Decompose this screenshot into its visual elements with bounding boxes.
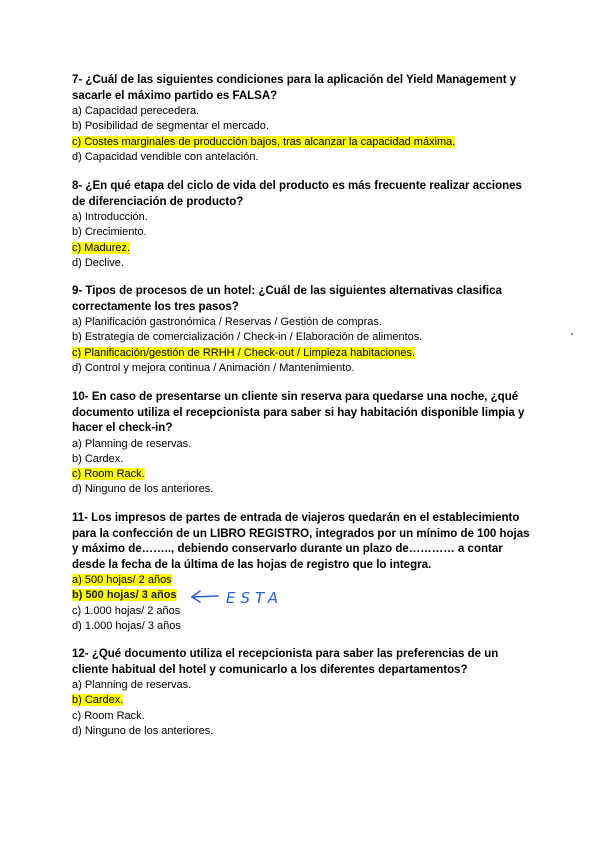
question-title: 10- En caso de presentarse un cliente sin reserva para quedarse una noche, ¿qué documento utiliza el recepcionista para saber si hay habitación disponible limpia y hacer el check-in? — [72, 391, 525, 434]
option-c — [72, 467, 532, 482]
arrow-left-icon — [192, 591, 218, 602]
highlighted-answer: c) Madurez. — [72, 241, 131, 254]
option-d: d) Ninguno de los anteriores. — [72, 724, 214, 737]
option-c — [72, 135, 532, 150]
annotation-text: ESTA — [226, 589, 284, 607]
question-title: 8- ¿En qué etapa del ciclo de vida del producto es más frecuente realizar acciones de diferenciación de producto? — [72, 180, 522, 208]
highlighted-answer: c) Costes marginales de producción bajos, tras alcanzar la capacidad máxima. — [72, 135, 456, 148]
question-title: 9- Tipos de procesos de un hotel: ¿Cuál de las siguientes alternativas clasifica correctamente los tres pasos? — [72, 285, 502, 313]
question-8 — [72, 179, 532, 271]
option-a: a) Planning de reservas. — [72, 679, 192, 691]
option-d: d) Ninguno de los anteriores. — [72, 483, 214, 496]
question-10 — [72, 390, 532, 498]
option-b: b) Crecimiento. — [72, 226, 147, 239]
option-a: a) Planificación gastronómica / Reservas / Gestión de compras. — [72, 316, 382, 328]
question-12 — [72, 647, 532, 739]
option-b: b) Cardex. — [72, 452, 124, 465]
highlighted-answer: a) 500 hojas/ 2 años — [72, 574, 172, 586]
option-a: a) Introducción. — [72, 211, 148, 223]
question-7 — [72, 73, 532, 165]
option-c: c) 1.000 hojas/ 2 años — [72, 604, 181, 617]
question-title: 7- ¿Cuál de las siguientes condiciones para la aplicación del Yield Management y sacarle el máximo partido es FALSA? — [72, 74, 517, 102]
highlighted-answer: c) Planificación/gestión de RRHH / Check-out / Limpieza habitaciones. — [72, 346, 415, 359]
option-b: b) Posibilidad de segmentar el mercado. — [72, 120, 269, 133]
option-c — [72, 346, 532, 361]
question-11 — [72, 511, 532, 634]
option-c: c) Room Rack. — [72, 709, 145, 722]
option-b: b) Estrategia de comercialización / Check-in / Elaboración de alimentos. — [72, 331, 423, 344]
option-d: d) Declive. — [72, 256, 124, 269]
option-b — [72, 588, 532, 603]
option-a: a) Capacidad perecedera. — [72, 105, 200, 117]
question-title: 12- ¿Qué documento utiliza el recepcionista para saber las preferencias de un cliente habitual del hotel y comunicarlo a los diferentes departamentos? — [72, 648, 499, 676]
option-d: d) Control y mejora continua / Animación / Mantenimiento. — [72, 361, 355, 374]
option-d: d) Capacidad vendible con antelación. — [72, 150, 259, 163]
question-9 — [72, 284, 532, 376]
option-d: d) 1.000 hojas/ 3 años — [72, 619, 181, 632]
option-b — [72, 693, 532, 708]
ink-dot — [571, 333, 573, 335]
option-c — [72, 241, 532, 256]
handwritten-annotation — [188, 583, 298, 611]
highlighted-answer: c) Room Rack. — [72, 468, 145, 481]
question-title: 11- Los impresos de partes de entrada de viajeros quedarán en el establecimiento para la confección de un LIBRO REGISTRO, integrados por un mínimo de 100 hojas y máximo de…….., debiendo conservarlo durante un plazo de………… a contar desde la fecha de la última de las hojas de registro que lo integra. — [72, 512, 530, 571]
option-a — [72, 573, 532, 588]
highlighted-answer: b) Cardex. — [72, 694, 124, 707]
marked-answer: b) 500 hojas/ 3 años — [72, 589, 177, 602]
option-a: a) Planning de reservas. — [72, 437, 192, 450]
